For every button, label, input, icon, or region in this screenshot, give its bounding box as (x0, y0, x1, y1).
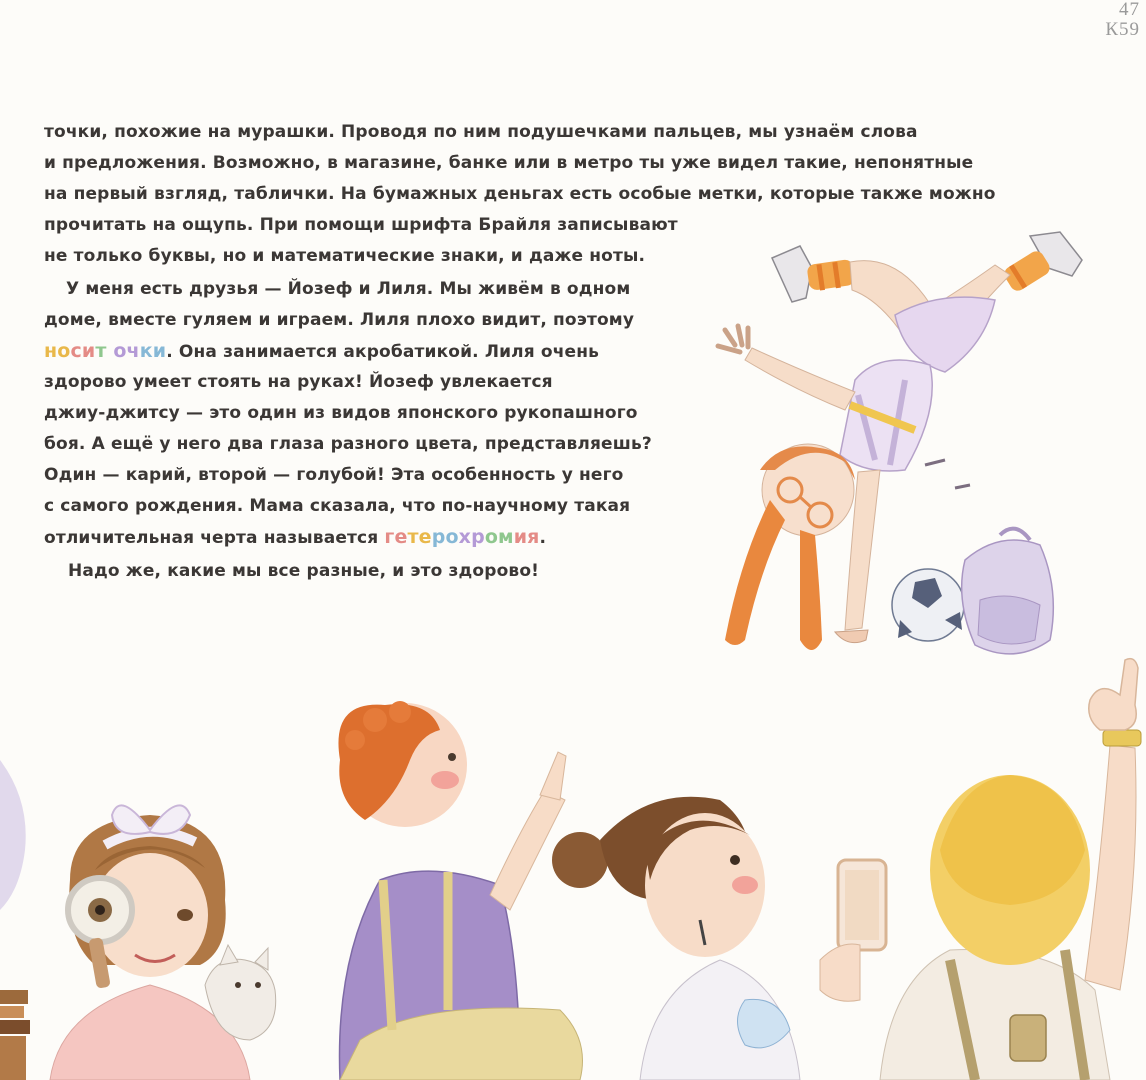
blond-boy-illustration (880, 659, 1141, 1080)
paragraph2-line1: У меня есть друзья — Йозеф и Лиля. Мы живём в одном (66, 279, 631, 299)
highlight-word-part: си (70, 340, 96, 362)
books-illustration (0, 990, 30, 1080)
shelf-mark-number: 47 (1119, 0, 1140, 20)
girl-with-magnifier-illustration (50, 805, 276, 1080)
paragraph2-line3-rest: . Она занимается акробатикой. Лиля очень (166, 342, 600, 362)
highlight-word-part: т (95, 340, 114, 362)
highlight-word-part: ге (384, 526, 408, 548)
highlight-word-part: но (44, 340, 71, 362)
backpack-illustration (962, 529, 1054, 654)
paragraph1-line1: точки, похожие на мурашки. Проводя по ним подушечками пальцев, мы узнаём слова (44, 122, 918, 142)
purple-edge-decoration (0, 760, 26, 910)
paragraph2-line4: здорово умеет стоять на руках! Йозеф увлекается (44, 372, 553, 392)
paragraph1-line5: не только буквы, но и математические знаки, и даже ноты. (44, 246, 646, 266)
paragraph2-line9-end: . (539, 528, 547, 548)
boy-pointing-illustration (338, 701, 582, 1080)
paragraph1-line2: и предложения. Возможно, в магазине, банке или в метро ты уже видел такие, непонятные (44, 153, 974, 173)
highlight-word-part: ия (513, 526, 540, 548)
highlight-word-part: ки (139, 340, 167, 362)
paragraph2-line2: доме, вместе гуляем и играем. Лиля плохо видит, поэтому (44, 310, 635, 330)
highlight-word-part: хр (458, 526, 485, 548)
paragraph2-line7: Один — карий, второй — голубой! Эта особенность у него (44, 465, 624, 485)
highlight-word-part: ом (484, 526, 514, 548)
paragraph2-line6: боя. А ещё у него два глаза разного цвета, представляешь? (44, 434, 652, 454)
shelf-mark-code: К59 (1105, 19, 1140, 40)
soccer-ball-illustration (892, 569, 964, 641)
girl-with-bun-illustration (552, 797, 886, 1080)
paragraph2-line8: с самого рождения. Мама сказала, что по-научному такая (44, 496, 631, 516)
paragraph1-line4: прочитать на ощупь. При помощи шрифта Брайля записывают (44, 215, 678, 235)
paragraph2-line5: джиу-джитсу — это один из видов японского рукопашного (44, 403, 638, 423)
highlight-word-part: оч (113, 340, 140, 362)
paragraph3: Надо же, какие мы все разные, и это здорово! (68, 561, 540, 581)
highlight-word-part: те (407, 526, 432, 548)
highlight-word-part: ро (431, 526, 459, 548)
paragraph2-line9-start: отличительная черта называется (44, 528, 385, 548)
paragraph1-line3: на первый взгляд, таблички. На бумажных деньгах есть особые метки, которые также можно (44, 184, 996, 204)
